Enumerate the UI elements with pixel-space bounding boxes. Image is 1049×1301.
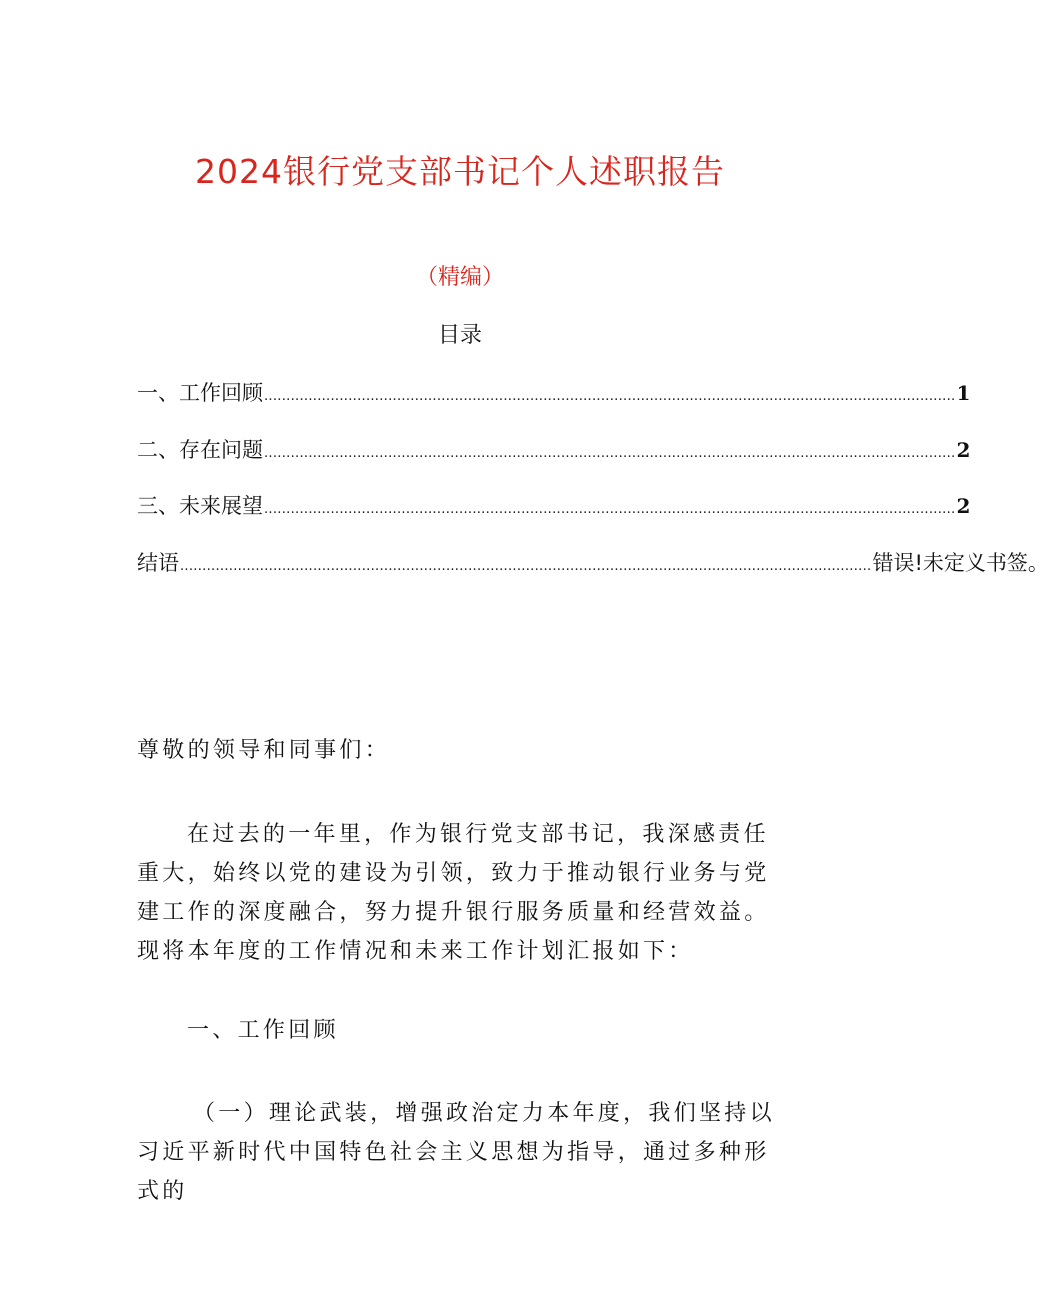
document-title: 2024银行党支部书记个人述职报告 [195, 152, 725, 191]
toc-entry[interactable] [137, 547, 1049, 579]
toc-entry-page: 错误!未定义书签。 [872, 551, 1049, 575]
toc-leader-dots: ............................................................................................................................................................ [264, 446, 956, 461]
toc-entry[interactable] [137, 434, 971, 466]
toc-entry-page: 2 [956, 438, 971, 462]
section-heading: 一、工作回顾 [187, 1018, 339, 1043]
toc-entry-label: 一、工作回顾 [137, 381, 263, 405]
toc-leader-dots: ............................................................................................................................................................ [180, 559, 872, 574]
intro-paragraph: 在过去的一年里，作为银行党支部书记，我深感责任重大，始终以党的建设为引领，致力于推动银行业务与党建工作的深度融合，努力提升银行服务质量和经营效益。现将本年度的工作情况和未来工作计划汇报如下： [137, 822, 770, 964]
toc-entry-page: 1 [956, 381, 971, 405]
toc-entry[interactable] [137, 490, 971, 522]
toc-entry[interactable] [137, 377, 971, 409]
toc-entry-page: 2 [956, 494, 971, 518]
toc-entry-label: 结语 [137, 551, 179, 575]
section-paragraph: （一）理论武装，增强政治定力本年度，我们坚持以习近平新时代中国特色社会主义思想为指导，通过多种形式的 [137, 1101, 775, 1204]
toc-leader-dots: ............................................................................................................................................................ [264, 389, 956, 404]
toc-heading: 目录 [437, 323, 482, 348]
toc-entry-label: 二、存在问题 [137, 438, 263, 462]
salutation: 尊敬的领导和同事们： [137, 738, 391, 763]
toc-leader-dots: ............................................................................................................................................................ [264, 502, 956, 517]
document-subtitle: （精编） [415, 265, 504, 290]
toc-entry-label: 三、未来展望 [137, 494, 263, 518]
